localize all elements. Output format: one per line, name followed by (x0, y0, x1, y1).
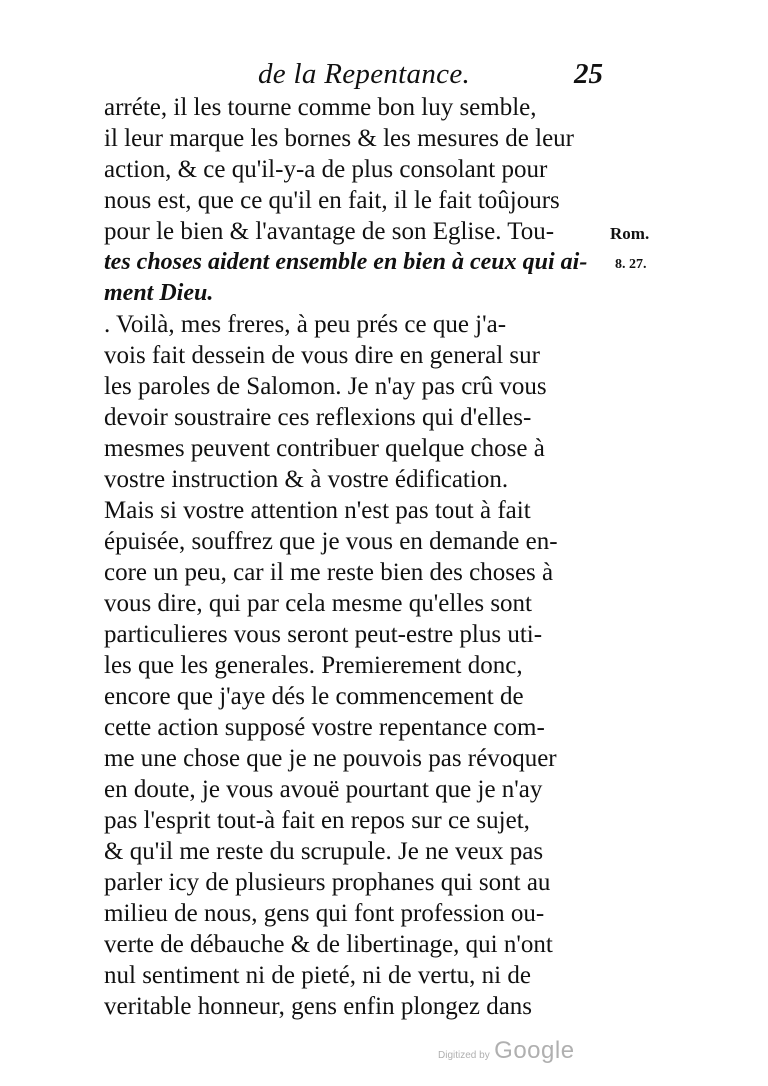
text-line: verte de débauche & de libertinage, qui n'ont (104, 931, 553, 958)
watermark-prefix: Digitized by (438, 1050, 490, 1061)
text-line: les paroles de Salomon. Je n'ay pas crû vous (104, 373, 547, 400)
marginal-note-book: Rom. (610, 224, 650, 243)
text-line: les que les generales. Premierement donc, (104, 652, 523, 679)
google-logo: Google (494, 1037, 575, 1064)
text-line: particulieres vous seront peut-estre plus uti- (104, 621, 543, 648)
text-line: Mais si vostre attention n'est pas tout à fait (104, 497, 531, 524)
text-line: cette action supposé vostre repentance com- (104, 714, 545, 741)
text-line: il leur marque les bornes & les mesures de leur (104, 125, 574, 152)
text-line: tes choses aident ensemble en bien à ceux qui ai- (104, 249, 588, 275)
text-line: milieu de nous, gens qui font profession ou- (104, 900, 545, 927)
marginal-note-reference: 8. 27. (615, 257, 647, 272)
text-line: . Voilà, mes freres, à peu prés ce que j'a- (104, 311, 507, 338)
text-line: core un peu, car il me reste bien des choses à (104, 559, 554, 586)
running-head (258, 58, 603, 92)
text-line: & qu'il me reste du scrupule. Je ne veux pas (104, 838, 544, 865)
text-line: veritable honneur, gens enfin plongez dans (104, 993, 533, 1020)
text-line: vois fait dessein de vous dire en general sur (104, 342, 540, 369)
page-number: 25 (574, 58, 603, 90)
text-line: pour le bien & l'avantage de son Eglise. Tou- (104, 218, 555, 245)
body-text (104, 92, 604, 1022)
marginal-note (610, 218, 649, 280)
text-line: vostre instruction & à vostre édification. (104, 466, 509, 493)
text-line: nul sentiment ni de pieté, ni de vertu, ni de (104, 962, 531, 989)
running-title: de la Repentance. (258, 58, 471, 90)
text-line: mesmes peuvent contribuer quelque chose à (104, 435, 545, 462)
text-line: vous dire, qui par cela mesme qu'elles sont (104, 590, 533, 617)
text-line: encore que j'aye dés le commencement de (104, 683, 524, 710)
text-line: me une chose que je ne pouvois pas révoquer (104, 745, 557, 772)
text-line: parler icy de plusieurs prophanes qui sont au (104, 869, 551, 896)
text-line: épuisée, souffrez que je vous en demande en- (104, 528, 558, 555)
text-line: arréte, il les tourne comme bon luy semble, (104, 94, 537, 121)
text-line: action, & ce qu'il-y-a de plus consolant pour (104, 156, 548, 183)
text-line: nous est, que ce qu'il en fait, il le fait toûjours (104, 187, 560, 214)
digitized-watermark (438, 1037, 575, 1065)
text-line: pas l'esprit tout-à fait en repos sur ce sujet, (104, 807, 530, 834)
text-line: en doute, je vous avouë pourtant que je n'ay (104, 776, 543, 803)
text-line: ment Dieu. (104, 280, 214, 306)
text-line: devoir soustraire ces reflexions qui d'elles- (104, 404, 532, 431)
